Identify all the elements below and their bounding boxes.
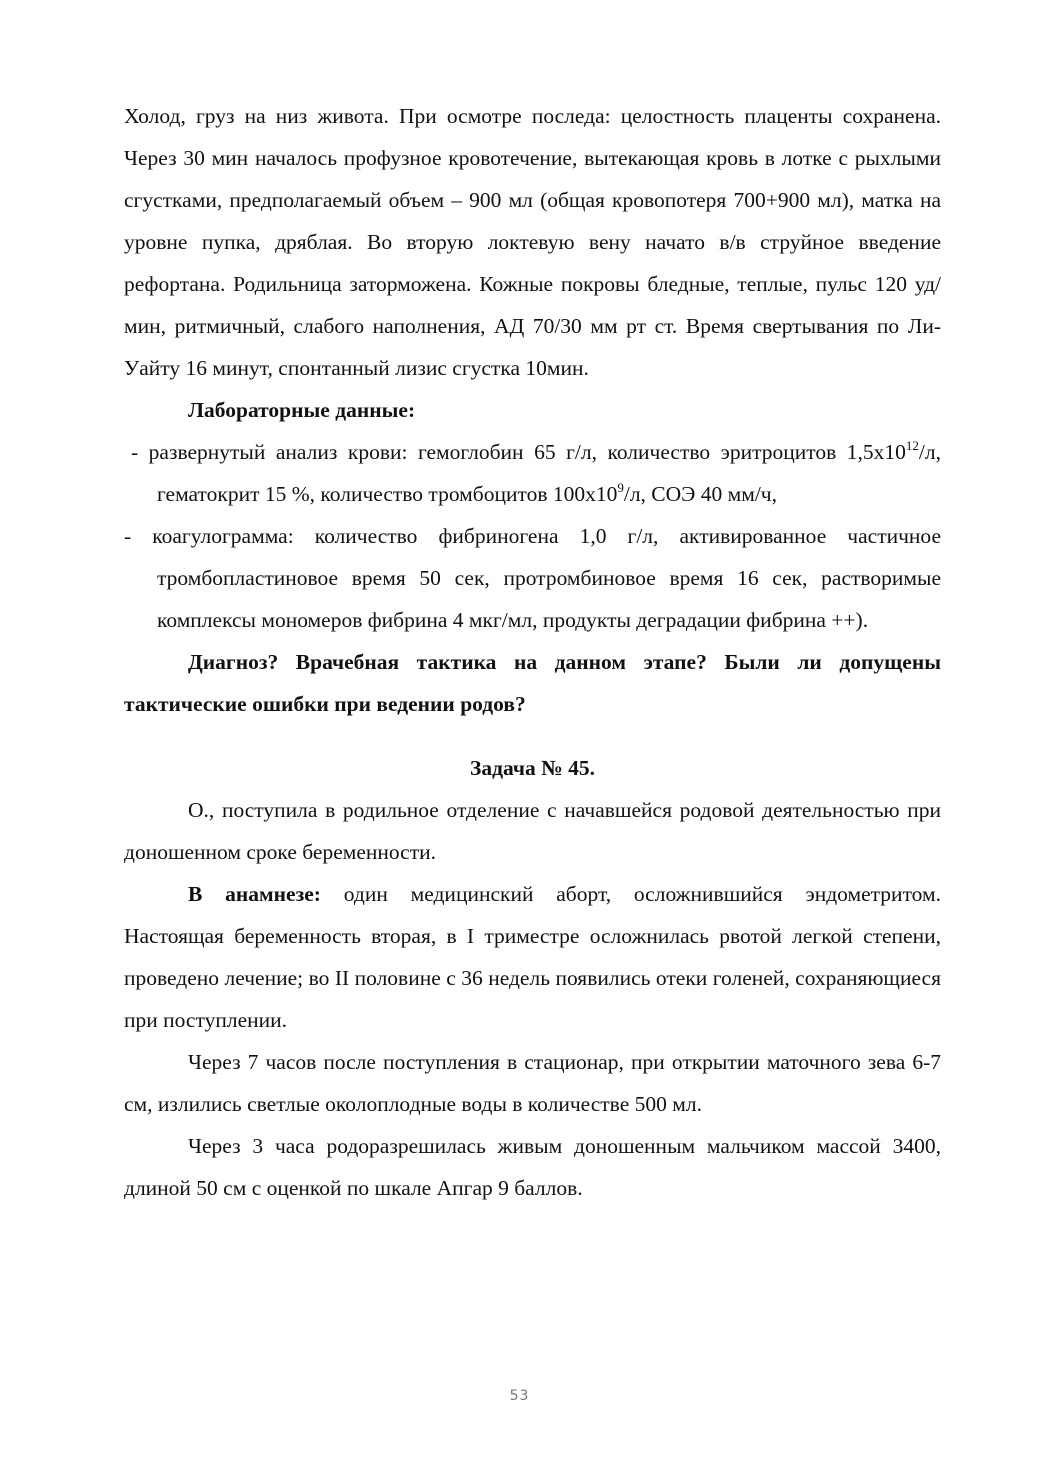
coagulogram-item: - коагулограмма: количество фибриногена 1,0 г/л, активированное частичное тромбопластиновое время 50 сек, протромбиновое время 16 сек, растворимые комплексы мономеров фибрина 4 мкг/мл, продукты деградации фибрина ++). (124, 524, 941, 632)
anamnesis-text: один медицинский аборт, осложнившийся эндометритом. Настоящая беременность вторая, в I триместре осложнилась рвотой легкой степени, проведено лечение; во II половине с 36 недель появились отеки голеней, сохраняющиеся при поступлении. (124, 882, 941, 1032)
blood-analysis-item (124, 431, 941, 515)
section-gap (124, 725, 941, 747)
task-title: Задача № 45. (470, 756, 595, 780)
question-paragraph: Диагноз? Врачебная тактика на данном этапе? Были ли допущены тактические ошибки при ведении родов? (124, 650, 941, 716)
task-paragraph-waters: Через 7 часов после поступления в стационар, при открытии маточного зева 6-7 см, излились светлые околоплодные воды в количестве 500 мл. (124, 1050, 941, 1116)
task-paragraph-admission: О., поступила в родильное отделение с начавшейся родовой деятельностью при доношенном сроке беременности. (124, 798, 941, 864)
blood-exponent-2: 9 (617, 480, 624, 495)
page-number: 53 (509, 1388, 530, 1404)
blood-text-1: - развернутый анализ крови: гемоглобин 65 г/л, количество эритроцитов 1,5х10 (131, 440, 906, 464)
lab-heading: Лабораторные данные: (188, 398, 416, 422)
anamnesis-label: В анамнезе: (188, 882, 321, 906)
blood-text-3: /л, СОЭ 40 мм/ч, (623, 482, 777, 506)
page-content (124, 95, 941, 1209)
blood-text-2: /л, гематокрит 15 %, количество тромбоцитов 100х10 (157, 440, 941, 506)
blood-exponent-1: 12 (905, 438, 919, 453)
intro-paragraph: Холод, груз на низ живота. При осмотре последа: целостность плаценты сохранена. Через 30 мин началось профузное кровотечение, вытекающая кровь в лотке с рыхлыми сгустками, предполагаемый объем – 900 мл (общая кровопотеря 700+900 мл), матка на уровне пупка, дряблая. Во вторую локтевую вену начато в/в струйное введение рефортана. Родильница заторможена. Кожные покровы бледные, теплые, пульс 120 уд/мин, ритмичный, слабого наполнения, АД 70/30 мм рт ст. Время свертывания по Ли-Уайту 16 минут, спонтанный лизис сгустка 10мин. (124, 104, 941, 380)
anamnesis-paragraph (124, 873, 941, 1041)
task-paragraph-delivery: Через 3 часа родоразрешилась живым доношенным мальчиком массой 3400, длиной 50 см с оценкой по шкале Апгар 9 баллов. (124, 1134, 941, 1200)
